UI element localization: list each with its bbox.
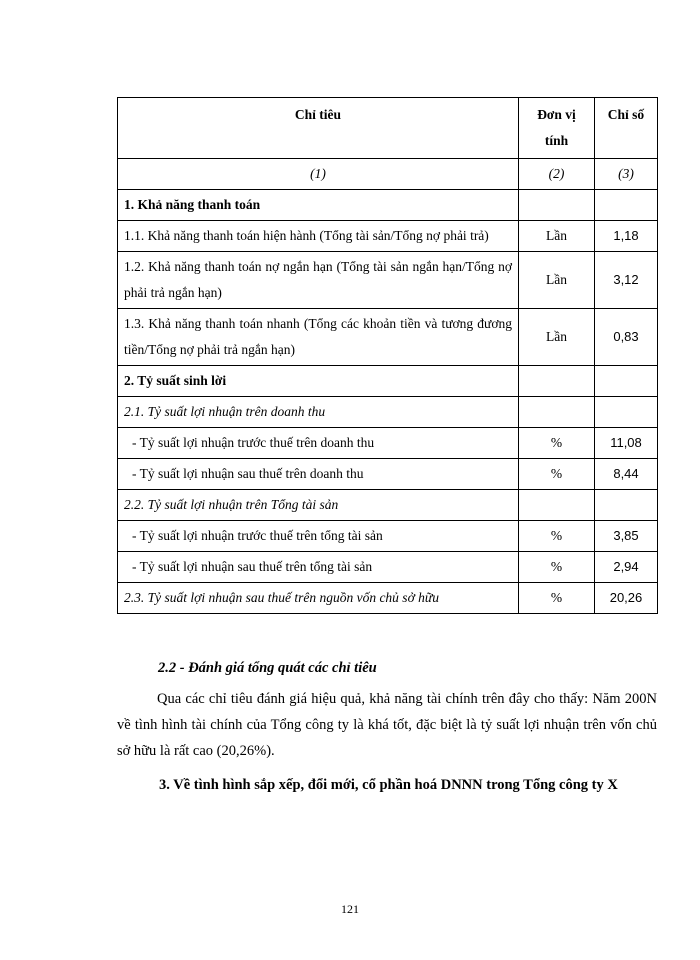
row-unit: Lần: [519, 309, 595, 366]
row-unit: %: [519, 521, 595, 552]
row-value: 2,94: [595, 552, 658, 583]
numbering-col3: (3): [595, 159, 658, 190]
row-value: 1,18: [595, 221, 658, 252]
row-label: 1.3. Khả năng thanh toán nhanh (Tổng các khoản tiền và tương đương tiền/Tổng nợ phải trả ngắn hạn): [118, 309, 519, 366]
row-label: 2. Tỷ suất sinh lời: [118, 366, 519, 397]
row-unit: %: [519, 583, 595, 614]
heading-3-text: 3. Về tình hình sắp xếp, đổi mới, cổ phần hoá DNNN trong Tổng công ty X: [159, 777, 618, 793]
table-row: [118, 252, 658, 309]
paragraph-text: Qua các chỉ tiêu đánh giá hiệu quả, khả năng tài chính trên đây cho thấy: Năm 200N về tình hình tài chính của Tổng công ty là khá tốt, đặc biệt là tỷ suất lợi nhuận trên vốn chủ sở hữu là rất cao (20,26%).: [117, 691, 657, 759]
table-row: [118, 428, 658, 459]
numbering-col1: (1): [118, 159, 519, 190]
row-value: [595, 366, 658, 397]
table-row: [118, 490, 658, 521]
table-row: [118, 397, 658, 428]
row-value: 3,12: [595, 252, 658, 309]
row-label: 2.2. Tỷ suất lợi nhuận trên Tổng tài sản: [118, 490, 519, 521]
table-row: [118, 459, 658, 490]
row-value: [595, 397, 658, 428]
row-value: 0,83: [595, 309, 658, 366]
table-row: [118, 190, 658, 221]
evaluation-paragraph: [117, 686, 657, 764]
section-heading-3: [117, 770, 657, 800]
row-unit: Lần: [519, 221, 595, 252]
table-header-row: [118, 98, 658, 159]
section-heading-2-2: 2.2 - Đánh giá tổng quát các chỉ tiêu: [158, 660, 377, 676]
row-label: 1.2. Khả năng thanh toán nợ ngắn hạn (Tổng tài sản ngắn hạn/Tổng nợ phải trả ngắn hạn): [118, 252, 519, 309]
financial-indicators-table: [117, 97, 658, 614]
table-row: [118, 366, 658, 397]
row-unit: Lần: [519, 252, 595, 309]
row-unit: %: [519, 552, 595, 583]
row-label: - Tỷ suất lợi nhuận sau thuế trên doanh thu: [118, 459, 519, 490]
table-row: [118, 521, 658, 552]
header-value: Chỉ số: [595, 98, 658, 159]
row-label: - Tỷ suất lợi nhuận trước thuế trên doanh thu: [118, 428, 519, 459]
row-value: 8,44: [595, 459, 658, 490]
row-value: 11,08: [595, 428, 658, 459]
row-value: [595, 490, 658, 521]
numbering-col2: (2): [519, 159, 595, 190]
table-row: [118, 221, 658, 252]
page-number: 121: [341, 902, 359, 916]
table-numbering-row: [118, 159, 658, 190]
row-label: - Tỷ suất lợi nhuận sau thuế trên tổng tài sản: [118, 552, 519, 583]
row-unit: %: [519, 428, 595, 459]
table-row: [118, 552, 658, 583]
row-unit: [519, 366, 595, 397]
row-unit: [519, 397, 595, 428]
row-label: 2.1. Tỷ suất lợi nhuận trên doanh thu: [118, 397, 519, 428]
row-label: 1. Khả năng thanh toán: [118, 190, 519, 221]
row-value: 20,26: [595, 583, 658, 614]
row-value: 3,85: [595, 521, 658, 552]
row-value: [595, 190, 658, 221]
row-unit: [519, 190, 595, 221]
row-unit: [519, 490, 595, 521]
table-row: [118, 583, 658, 614]
header-unit: Đơn vị tính: [519, 98, 595, 159]
row-label: - Tỷ suất lợi nhuận trước thuế trên tổng tài sản: [118, 521, 519, 552]
row-unit: %: [519, 459, 595, 490]
header-indicator: Chỉ tiêu: [118, 98, 519, 159]
table-row: [118, 309, 658, 366]
row-label: 1.1. Khả năng thanh toán hiện hành (Tổng tài sản/Tổng nợ phải trả): [118, 221, 519, 252]
row-label: 2.3. Tỷ suất lợi nhuận sau thuế trên nguồn vốn chủ sở hữu: [118, 583, 519, 614]
